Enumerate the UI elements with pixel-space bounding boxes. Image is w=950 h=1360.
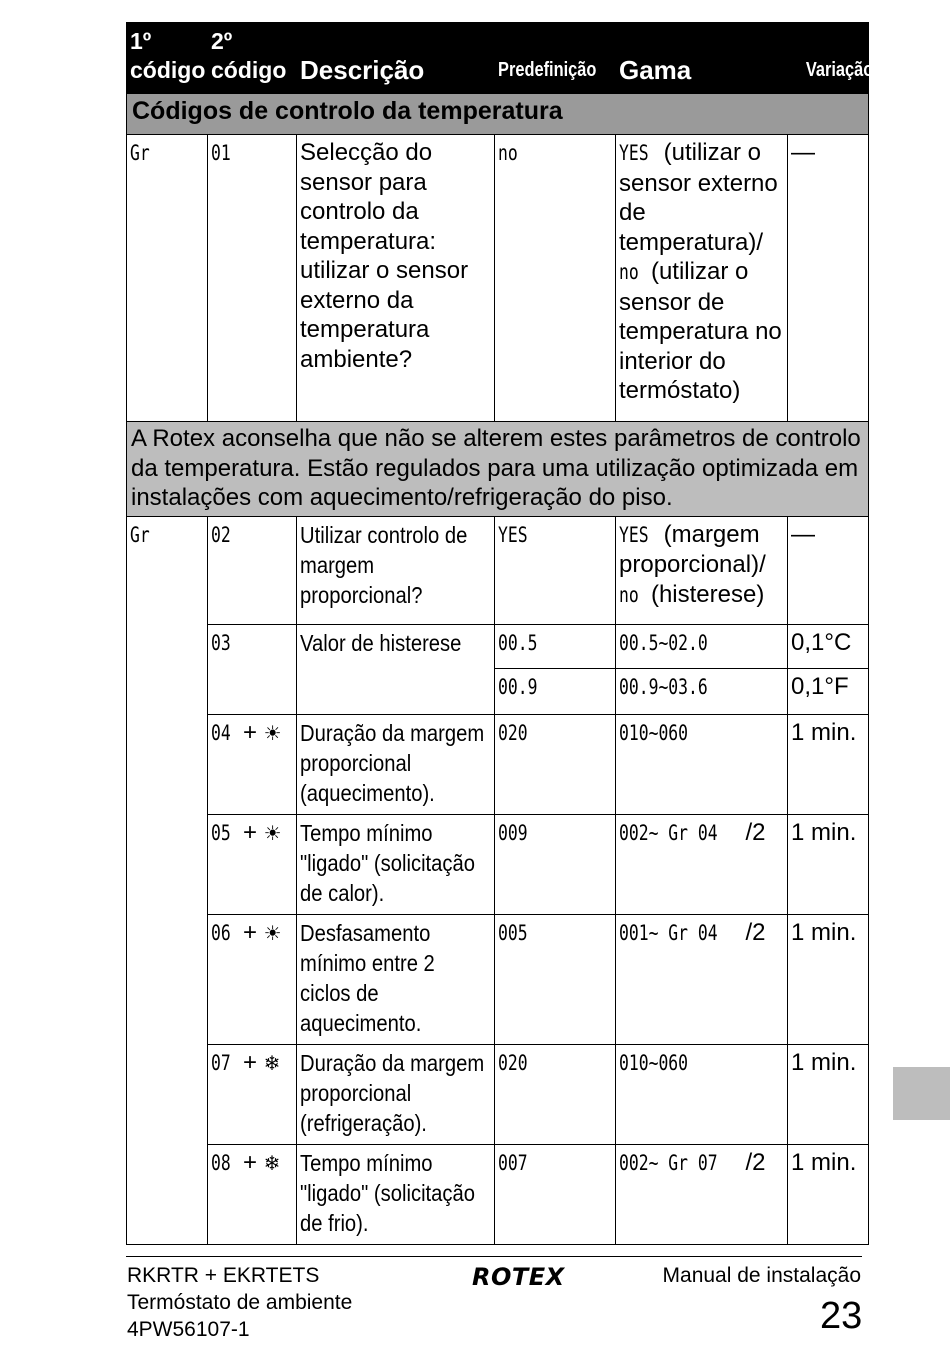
- step-cell: —: [788, 516, 869, 624]
- step-cell: 1 min.: [788, 814, 869, 914]
- table-row: [127, 914, 869, 1044]
- sun-icon: ☀: [263, 922, 282, 945]
- second-code-cell: 07 + ❄: [208, 1044, 297, 1144]
- default-cell: 00.5: [495, 624, 616, 668]
- description-cell: Tempo mínimo "ligado" (solicitação de frio).: [297, 1144, 495, 1244]
- step-cell: 1 min.: [788, 714, 869, 814]
- first-code-cell: Gr: [127, 135, 208, 422]
- advisory-note: A Rotex aconselha que não se alterem estes parâmetros de controlo da temperatura. Estão regulados para uma utilização optimizada em instalações com aquecimento/refrigeração do piso.: [127, 422, 869, 517]
- header-range: Gama: [616, 23, 788, 94]
- manual-title: Manual de instalação: [662, 1264, 861, 1287]
- chapter-side-tab: [893, 1067, 950, 1120]
- range-cell: 00.5~02.0: [616, 624, 788, 668]
- note-row: [127, 422, 869, 517]
- step-cell: 0,1°C: [788, 624, 869, 668]
- range-cell: 001~ Gr 04 /2: [616, 914, 788, 1044]
- step-cell: 1 min.: [788, 1044, 869, 1144]
- footer-product-info: [127, 1262, 352, 1343]
- table-header: [127, 23, 869, 94]
- step-cell: —: [788, 135, 869, 422]
- product-model: RKRTR + EKRTETS: [127, 1264, 320, 1287]
- range-cell: 010~060: [616, 714, 788, 814]
- default-cell: 009: [495, 814, 616, 914]
- range-cell: 002~ Gr 04 /2: [616, 814, 788, 914]
- step-cell: 1 min.: [788, 914, 869, 1044]
- table-row: [127, 1144, 869, 1244]
- header-default: Predefinição: [495, 23, 616, 94]
- document-code: 4PW56107-1: [127, 1318, 250, 1341]
- description-cell: Duração da margem proporcional (refrigeração).: [297, 1044, 495, 1144]
- header-description: Descrição: [297, 23, 495, 94]
- range-cell: YES (utilizar o sensor externo de temperatura)/ no (utilizar o sensor de temperatura no interior do termóstato): [616, 135, 788, 422]
- header-second-code: 2º código: [208, 23, 297, 94]
- header-first-code: 1º código: [127, 23, 208, 94]
- snowflake-icon: ❄: [263, 1152, 281, 1175]
- description-cell: Valor de histerese: [297, 624, 495, 714]
- table-row: [127, 624, 869, 668]
- step-cell: 0,1°F: [788, 668, 869, 714]
- default-cell: 00.9: [495, 668, 616, 714]
- default-cell: 005: [495, 914, 616, 1044]
- range-cell: YES (margem proporcional)/ no (histerese): [616, 516, 788, 624]
- description-cell: Duração da margem proporcional (aquecimento).: [297, 714, 495, 814]
- second-code-cell: 03: [208, 624, 297, 714]
- description-cell: Utilizar controlo de margem proporcional?: [297, 516, 495, 624]
- product-name: Termóstato de ambiente: [127, 1291, 353, 1314]
- second-code-cell: 06 + ☀: [208, 914, 297, 1044]
- second-code-cell: 02: [208, 516, 297, 624]
- page-number: 23: [820, 1295, 863, 1337]
- default-cell: 020: [495, 1044, 616, 1144]
- table-row: [127, 516, 869, 624]
- default-cell: no: [495, 135, 616, 422]
- description-cell: Desfasamento mínimo entre 2 ciclos de aquecimento.: [297, 914, 495, 1044]
- default-cell: YES: [495, 516, 616, 624]
- second-code-cell: 01: [208, 135, 297, 422]
- table-row: [127, 814, 869, 914]
- range-cell: 002~ Gr 07 /2: [616, 1144, 788, 1244]
- sun-icon: ☀: [263, 822, 282, 845]
- section-title-row: [127, 94, 869, 135]
- table-row: [127, 135, 869, 422]
- second-code-cell: 08 + ❄: [208, 1144, 297, 1244]
- snowflake-icon: ❄: [263, 1052, 281, 1075]
- first-code-cell: Gr: [127, 516, 208, 1244]
- step-cell: 1 min.: [788, 1144, 869, 1244]
- sun-icon: ☀: [263, 722, 282, 745]
- table-row: [127, 714, 869, 814]
- default-cell: 020: [495, 714, 616, 814]
- default-cell: 007: [495, 1144, 616, 1244]
- range-cell: 010~060: [616, 1044, 788, 1144]
- second-code-cell: 04 + ☀: [208, 714, 297, 814]
- range-cell: 00.9~03.6: [616, 668, 788, 714]
- header-step: Variação: [788, 23, 869, 94]
- rotex-logo: ROTEX: [472, 1263, 565, 1291]
- second-code-cell: 05 + ☀: [208, 814, 297, 914]
- table-row: [127, 1044, 869, 1144]
- description-cell: Tempo mínimo "ligado" (solicitação de calor).: [297, 814, 495, 914]
- footer-divider: [126, 1256, 862, 1257]
- description-cell: Selecção do sensor para controlo da temperatura: utilizar o sensor externo da temperatura ambiente?: [297, 135, 495, 422]
- section-title: Códigos de controlo da temperatura: [127, 94, 869, 135]
- parameter-table: [126, 22, 874, 1245]
